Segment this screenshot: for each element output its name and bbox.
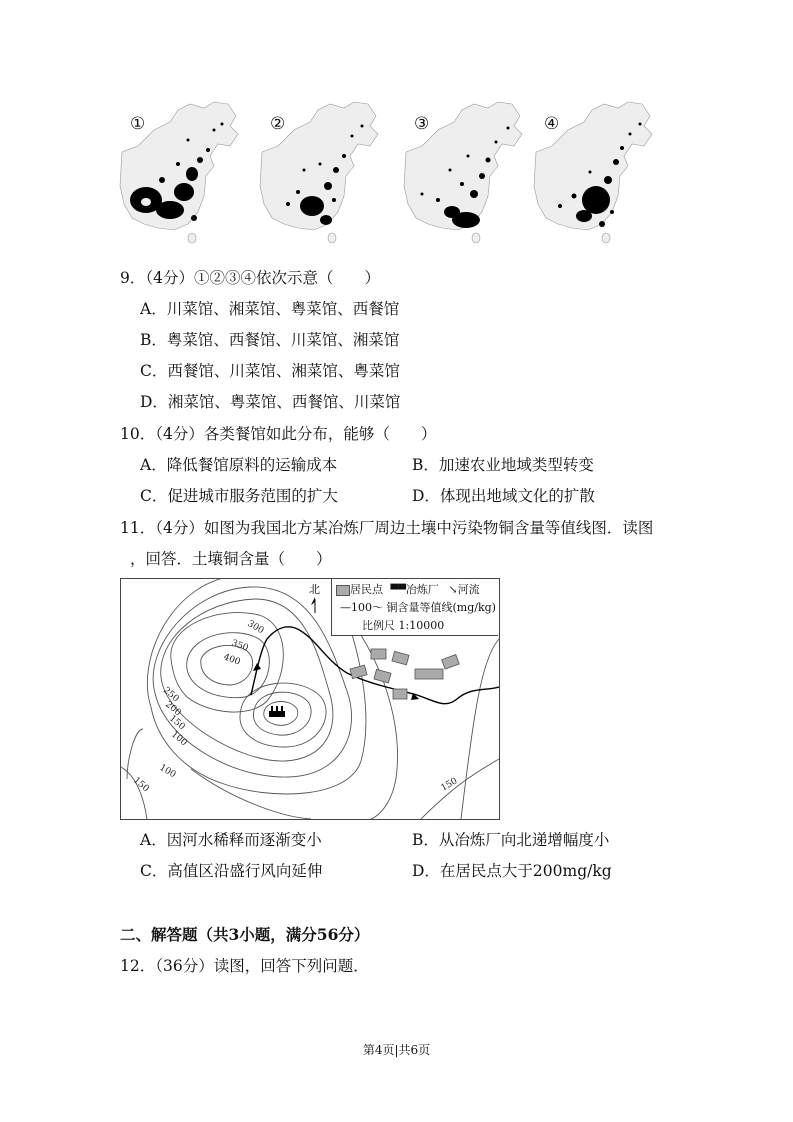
map-label-1: ① xyxy=(130,114,146,134)
q9-option-a: A．川菜馆、湘菜馆、粤菜馆、西餐馆 xyxy=(140,300,400,318)
smelter-icon xyxy=(269,706,285,717)
contour-label-300: 300 xyxy=(245,618,266,637)
page-footer: 第4页|共6页 xyxy=(362,1043,431,1057)
q9-stem: 9．（4分）①②③④依次示意（ ） xyxy=(120,269,380,287)
section-2-title: 二、解答题（共3小题，满分56分） xyxy=(120,925,370,944)
contour-label-350: 350 xyxy=(229,638,250,654)
legend-contour-text: 铜含量等值线(mg/kg) xyxy=(386,601,496,614)
map-label-3: ③ xyxy=(414,114,430,134)
map-label-2: ② xyxy=(270,114,286,134)
legend-contour-value: 100 xyxy=(351,601,372,614)
map-4 xyxy=(532,100,660,258)
q12-stem: 12．（36分）读图，回答下列问题． xyxy=(120,957,369,975)
contour-label-400: 400 xyxy=(221,652,242,668)
figure-legend xyxy=(331,579,498,636)
q11-stem-line2: ，回答．土壤铜含量（ ） xyxy=(130,550,332,568)
legend-river: 河流 xyxy=(457,583,480,596)
north-label: 北 xyxy=(309,583,320,596)
legend-settlement: 居民点 xyxy=(350,583,383,596)
contour-label-150: 150 xyxy=(167,713,187,733)
q11-option-d: D．在居民点大于200mg/kg xyxy=(412,862,612,880)
contour-label-250: 250 xyxy=(161,685,181,705)
contour-label-100: 100 xyxy=(169,729,189,749)
contour-label-150-right: 150 xyxy=(439,776,460,794)
q10-stem: 10．（4分）各类餐馆如此分布，能够（ ） xyxy=(120,425,437,443)
legend-row-2 xyxy=(340,599,496,616)
q9-option-c: C．西餐馆、川菜馆、湘菜馆、粤菜馆 xyxy=(140,362,400,380)
q9-option-d: D．湘菜馆、粤菜馆、西餐馆、川菜馆 xyxy=(140,393,401,411)
copper-contour-figure xyxy=(120,578,500,820)
restaurant-distribution-maps xyxy=(118,100,658,260)
legend-scale: 比例尺 1:10000 xyxy=(362,619,445,632)
contour-legend-icon: — xyxy=(340,601,351,614)
contour-label-200: 200 xyxy=(163,699,183,719)
q9-option-b: B．粤菜馆、西餐馆、川菜馆、湘菜馆 xyxy=(140,331,400,349)
map-2 xyxy=(258,100,386,258)
contour-label-150-bottom-left: 150 xyxy=(131,775,151,795)
q10-option-c: C．促进城市服务范围的扩大 xyxy=(140,487,338,505)
smelter-legend-icon: ▀▀ xyxy=(390,585,406,596)
river-legend-icon: ↘ xyxy=(448,583,458,596)
legend-smelter: 冶炼厂 xyxy=(405,583,439,596)
contour-legend-icon-tail: ～ xyxy=(372,601,387,614)
contour-label-100-bottom: 100 xyxy=(157,762,178,781)
legend-row-1 xyxy=(336,581,480,599)
q10-option-a: A．降低餐馆原料的运输成本 xyxy=(140,456,338,474)
q11-option-b: B．从冶炼厂向北递增幅度小 xyxy=(412,831,610,849)
map-1 xyxy=(118,100,246,258)
map-label-4: ④ xyxy=(544,114,560,134)
q11-option-c: C．高值区沿盛行风向延伸 xyxy=(140,862,323,880)
north-arrow-icon xyxy=(311,597,315,613)
map-3 xyxy=(402,100,530,258)
q11-option-a: A．因河水稀释而逐渐变小 xyxy=(140,831,322,849)
q10-option-b: B．加速农业地域类型转变 xyxy=(412,456,594,474)
settlement-swatch xyxy=(336,585,350,596)
q11-stem-line1: 11．（4分）如图为我国北方某冶炼厂周边土壤中污染物铜含量等值线图．读图 xyxy=(120,519,654,537)
q10-option-d: D．体现出地域文化的扩散 xyxy=(412,487,595,505)
